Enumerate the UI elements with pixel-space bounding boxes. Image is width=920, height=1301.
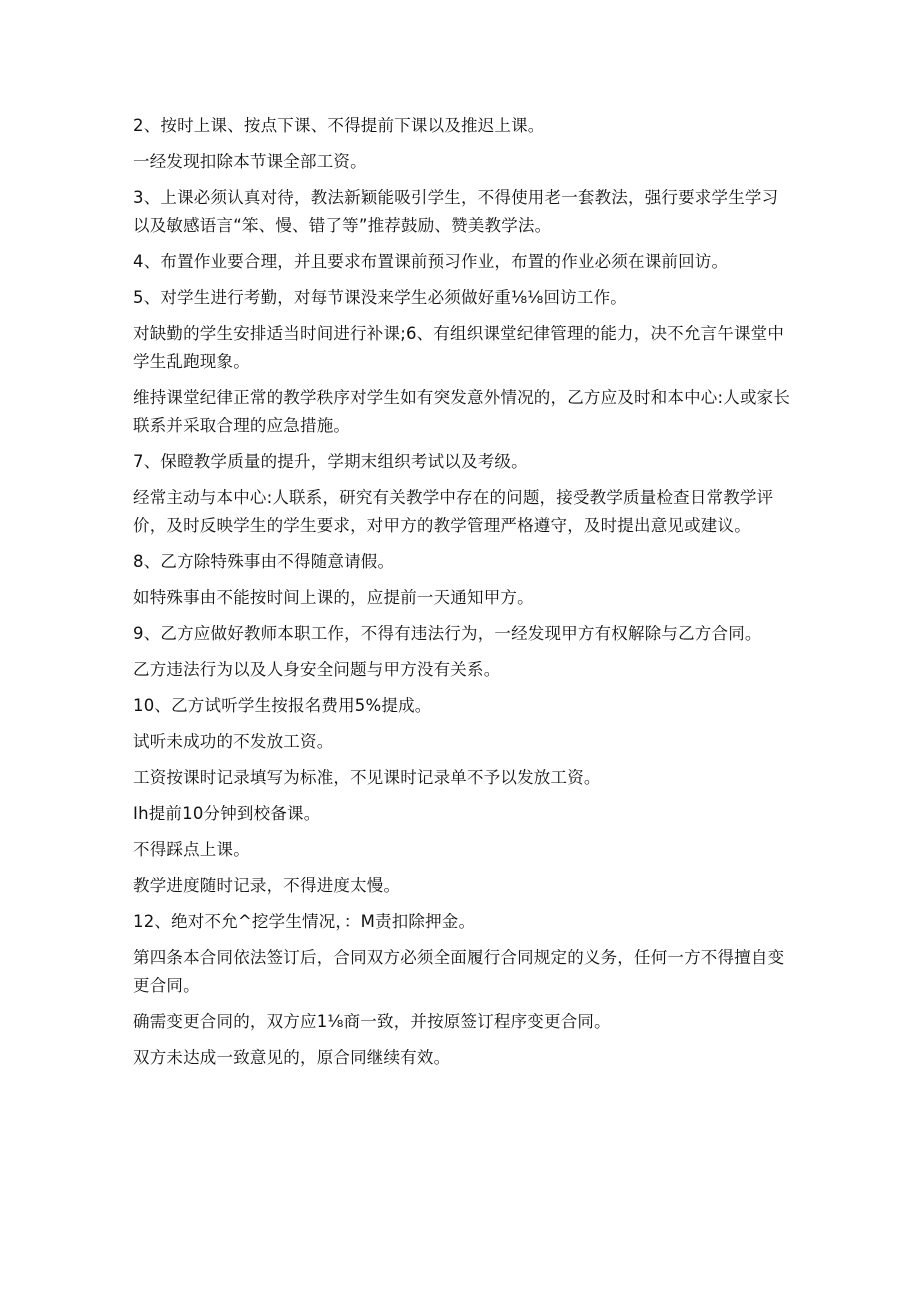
paragraph-contract-valid: 双方未达成一致意见的，原合同继续有效。 bbox=[133, 1048, 451, 1067]
paragraph-rule-8: 8、乙方除特殊事由不得随意请假。 bbox=[133, 552, 395, 571]
paragraph-rule-3: 3、上课必须认真对待，教法新颖能吸引学生，不得使用老一套教法，强行要求学生学习以及敏感语言“笨、慢、错了等”推荐鼓励、赞美教学法。 bbox=[133, 188, 779, 235]
paragraph-liability: 乙方违法行为以及人身安全问题与甲方没有关系。 bbox=[133, 660, 501, 679]
paragraph-rule-2-penalty: 一经发现扣除本节课全部工资。 bbox=[133, 152, 367, 171]
paragraph-rule-11: Ih提前10分钟到校备课。 bbox=[133, 804, 321, 823]
paragraph-trial-unsuccessful: 试听未成功的不发放工资。 bbox=[133, 732, 334, 751]
paragraph-contract-change: 确需变更合同的，双方应1⅛商一致，并按原签订程序变更合同。 bbox=[133, 1012, 611, 1031]
paragraph-rule-6: 对缺勤的学生安排适当时间进行补课;6、有组织课堂纪律管理的能力，决不允言午课堂中学生乱跑现象。 bbox=[133, 324, 785, 371]
paragraph-rule-9: 9、乙方应做好教师本职工作，不得有违法行为，一经发现甲方有权解除与乙方合同。 bbox=[133, 624, 762, 643]
paragraph-no-late: 不得踩点上课。 bbox=[133, 840, 250, 859]
paragraph-salary-standard: 工资按课时记录填写为标准，不见课时记录单不予以发放工资。 bbox=[133, 768, 601, 787]
paragraph-classroom-order: 维持课堂纪律正常的教学秩序对学生如有突发意外情况的，乙方应及时和本中心:人或家长联系并采取合理的应急措施。 bbox=[133, 388, 791, 435]
paragraph-rule-7: 7、保瞪教学质量的提升，学期末组织考试以及考级。 bbox=[133, 452, 528, 471]
document-body bbox=[133, 112, 793, 1080]
paragraph-rule-2: 2、按时上课、按点下课、不得提前下课以及推迟上课。 bbox=[133, 116, 545, 135]
paragraph-progress-record: 教学进度随时记录，不得进度太慢。 bbox=[133, 876, 401, 895]
paragraph-leave-notice: 如特殊事由不能按时间上课的，应提前一天通知甲方。 bbox=[133, 588, 534, 607]
paragraph-rule-4: 4、布置作业要合理，并且要求布置课前预习作业，布置的作业必须在课前回访。 bbox=[133, 252, 729, 271]
paragraph-rule-5: 5、对学生进行考勤，对每节课没来学生必须做好重⅛⅛回访工作。 bbox=[133, 288, 627, 307]
paragraph-rule-10: 10、乙方试听学生按报名费用5%提成。 bbox=[133, 696, 432, 715]
paragraph-contact-center: 经常主动与本中心:人联系，研究有关教学中存在的问题，接受教学质量检查日常教学评价，及时反映学生的学生要求，对甲方的教学管理严格遵守，及时提出意见或建议。 bbox=[133, 488, 774, 535]
paragraph-article-4: 第四条本合同依法签订后，合同双方必须全面履行合同规定的义务，任何一方不得擅自变更合同。 bbox=[133, 948, 785, 995]
paragraph-rule-12: 12、绝对不允^挖学生情况，：M责扣除押金。 bbox=[133, 912, 476, 931]
